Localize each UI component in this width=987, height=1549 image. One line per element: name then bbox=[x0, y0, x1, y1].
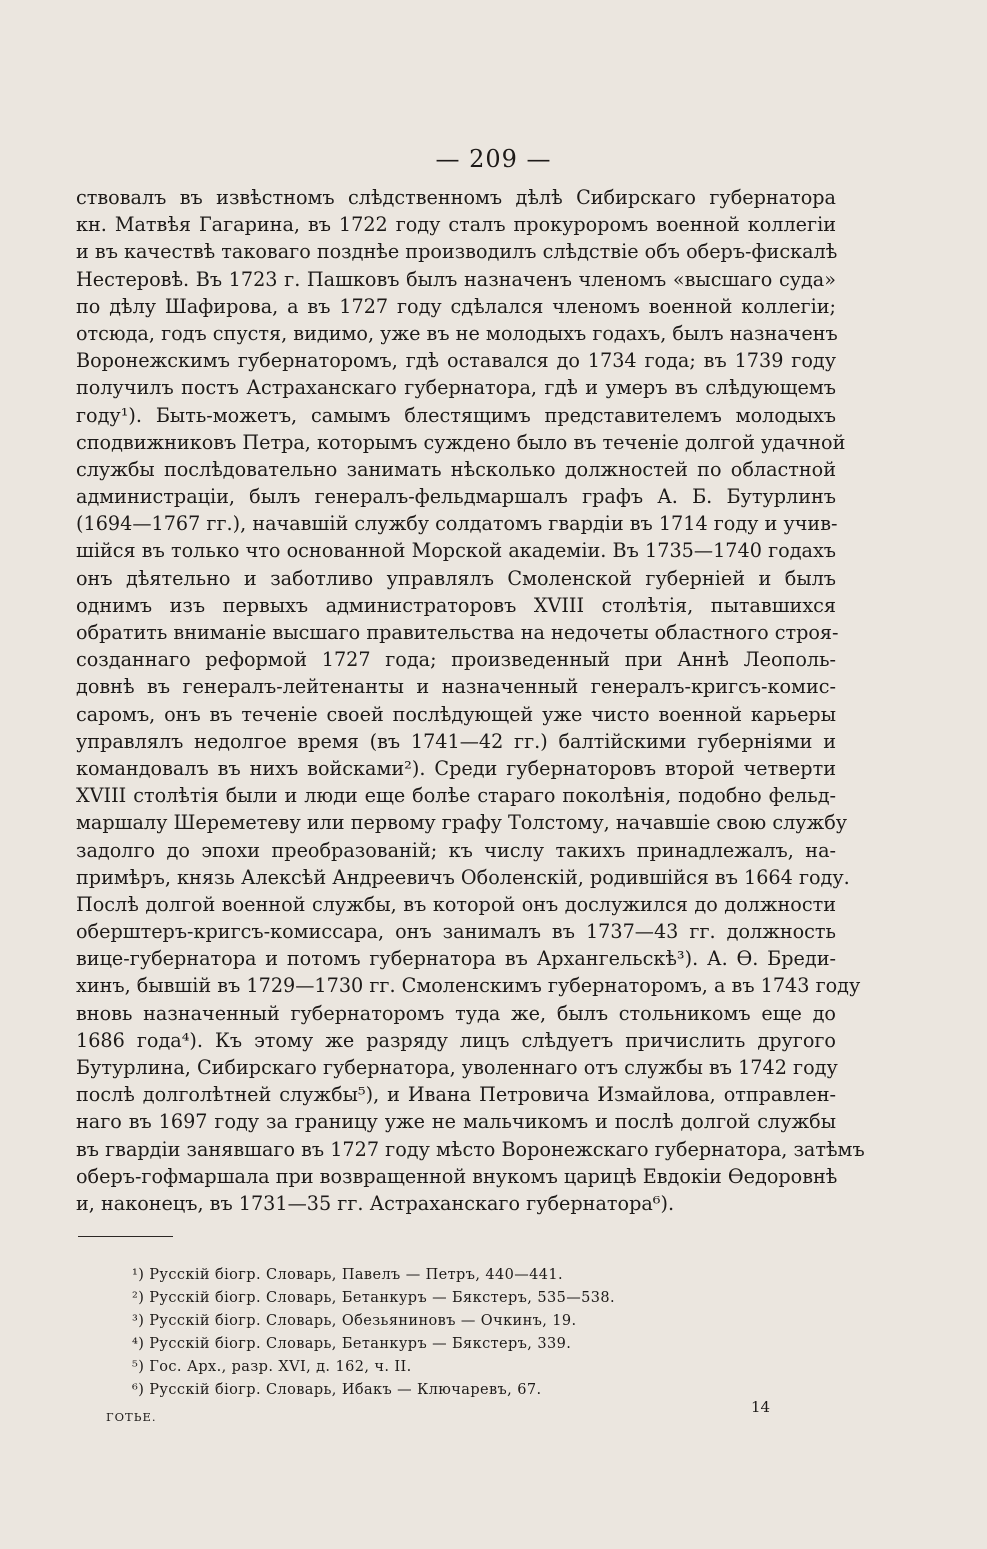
text-line: управлялъ недолгое время (въ 1741—42 гг.) балтійскими губерніями и bbox=[76, 729, 836, 753]
text-line: Нестеровѣ. Въ 1723 г. Пашковъ былъ назначенъ членомъ «высшаго суда» bbox=[76, 267, 836, 291]
footnote: ⁵) Гос. Арх., разр. XVI, д. 162, ч. II. bbox=[132, 1359, 412, 1375]
text-line: онъ дѣятельно и заботливо управлялъ Смоленской губерніей и былъ bbox=[76, 566, 836, 590]
text-line: примѣръ, князь Алексѣй Андреевичъ Оболенскій, родившійся въ 1664 году. bbox=[76, 865, 850, 889]
footnote: ⁴) Русскій біогр. Словарь, Бетанкуръ — Бякстеръ, 339. bbox=[132, 1336, 572, 1352]
text-line: ствовалъ въ извѣстномъ слѣдственномъ дѣлѣ Сибирскаго губернатора bbox=[76, 186, 836, 209]
footnote: ⁶) Русскій біогр. Словарь, Ибакъ — Ключаревъ, 67. bbox=[132, 1382, 542, 1398]
text-line: (1694—1767 гг.), начавшій службу солдатомъ гвардіи въ 1714 году и учив- bbox=[76, 512, 838, 536]
text-line: по дѣлу Шафирова, а въ 1727 году сдѣлался членомъ военной коллегіи; bbox=[76, 294, 836, 318]
text-line: оберштеръ-кригсъ-комиссара, онъ занималъ въ 1737—43 гг. должность bbox=[76, 920, 836, 944]
footnote-separator bbox=[78, 1236, 173, 1237]
footnote: ³) Русскій біогр. Словарь, Обезьяниновъ — Очкинъ, 19. bbox=[132, 1313, 577, 1329]
text-line: службы послѣдовательно занимать нѣсколько должностей по областной bbox=[76, 457, 836, 481]
text-line: довнѣ въ генералъ-лейтенанты и назначенный генералъ-кригсъ-комис- bbox=[76, 675, 836, 699]
footnotes bbox=[132, 1264, 832, 1402]
footnote: ¹) Русскій біогр. Словарь, Павелъ — Петръ, 440—441. bbox=[132, 1267, 564, 1283]
text-line: получилъ постъ Астраханскаго губернатора, гдѣ и умеръ въ слѣдующемъ bbox=[76, 376, 836, 400]
text-line: 1686 года⁴). Къ этому же разряду лицъ слѣдуетъ причислить другого bbox=[76, 1028, 836, 1052]
text-line: шійся въ только что основанной Морской академіи. Въ 1735—1740 годахъ bbox=[76, 539, 836, 563]
signature-mark: ГОТЬЕ. bbox=[106, 1410, 157, 1424]
text-line: оберъ-гофмаршала при возвращенной внукомъ царицѣ Евдокіи Ѳедоровнѣ bbox=[76, 1164, 838, 1188]
footnote: ²) Русскій біогр. Словарь, Бетанкуръ — Бякстеръ, 535—538. bbox=[132, 1290, 615, 1306]
text-line: Воронежскимъ губернаторомъ, гдѣ оставался до 1734 года; въ 1739 году bbox=[76, 349, 836, 373]
sheet-number: 14 bbox=[751, 1398, 771, 1416]
text-line: кн. Матвѣя Гагарина, въ 1722 году сталъ прокуроромъ военной коллегіи bbox=[76, 213, 836, 237]
text-line: обратить вниманіе высшаго правительства на недочеты областного строя- bbox=[76, 621, 839, 644]
text-line: Послѣ долгой военной службы, въ которой онъ дослужился до должности bbox=[76, 892, 836, 916]
text-line: и въ качествѣ таковаго позднѣе производилъ слѣдствіе объ оберъ-фискалѣ bbox=[76, 240, 838, 264]
text-line: отсюда, годъ спустя, видимо, уже въ не молодыхъ годахъ, былъ назначенъ bbox=[76, 321, 838, 345]
text-line: созданнаго реформой 1727 года; произведенный при Аннѣ Леополь- bbox=[76, 648, 836, 672]
text-line: вновь назначенный губернаторомъ туда же, былъ стольникомъ еще до bbox=[76, 1001, 836, 1025]
page-number: — 209 — bbox=[435, 145, 552, 173]
text-line: задолго до эпохи преобразованій; къ числу такихъ принадлежалъ, на- bbox=[76, 838, 836, 862]
text-line: вице-губернатора и потомъ губернатора въ Архангельскѣ³). А. Ѳ. Бреди- bbox=[76, 947, 836, 971]
text-line: и, наконецъ, въ 1731—35 гг. Астраханскаго губернатора⁶). bbox=[76, 1191, 675, 1215]
text-line: послѣ долголѣтней службы⁵), и Ивана Петровича Измайлова, отправлен- bbox=[76, 1083, 836, 1107]
text-line: наго въ 1697 году за границу уже не мальчикомъ и послѣ долгой службы bbox=[76, 1110, 836, 1134]
text-line: въ гвардіи занявшаго въ 1727 году мѣсто Воронежскаго губернатора, затѣмъ bbox=[76, 1137, 865, 1161]
text-line: Бутурлина, Сибирскаго губернатора, уволеннаго отъ службы въ 1742 году bbox=[76, 1056, 838, 1079]
text-line: сподвижниковъ Петра, которымъ суждено было въ теченіе долгой удачной bbox=[76, 430, 846, 454]
text-line: саромъ, онъ въ теченіе своей послѣдующей уже чисто военной карьеры bbox=[76, 702, 836, 726]
text-line: году¹). Быть-можетъ, самымъ блестящимъ представителемъ молодыхъ bbox=[76, 403, 836, 427]
text-line: маршалу Шереметеву или первому графу Толстому, начавшіе свою службу bbox=[76, 811, 848, 835]
text-line: администраціи, былъ генералъ-фельдмаршалъ графъ А. Б. Бутурлинъ bbox=[76, 485, 836, 509]
text-line: хинъ, бывшій въ 1729—1730 гг. Смоленскимъ губернаторомъ, а въ 1743 году bbox=[76, 974, 861, 998]
text-line: однимъ изъ первыхъ администраторовъ XVIII столѣтія, пытавшихся bbox=[76, 593, 836, 617]
body-text bbox=[76, 184, 865, 1217]
text-line: XVIII столѣтія были и люди еще болѣе стараго поколѣнія, подобно фельд- bbox=[76, 784, 836, 808]
text-line: командовалъ въ нихъ войсками²). Среди губернаторовъ второй четверти bbox=[76, 756, 836, 780]
